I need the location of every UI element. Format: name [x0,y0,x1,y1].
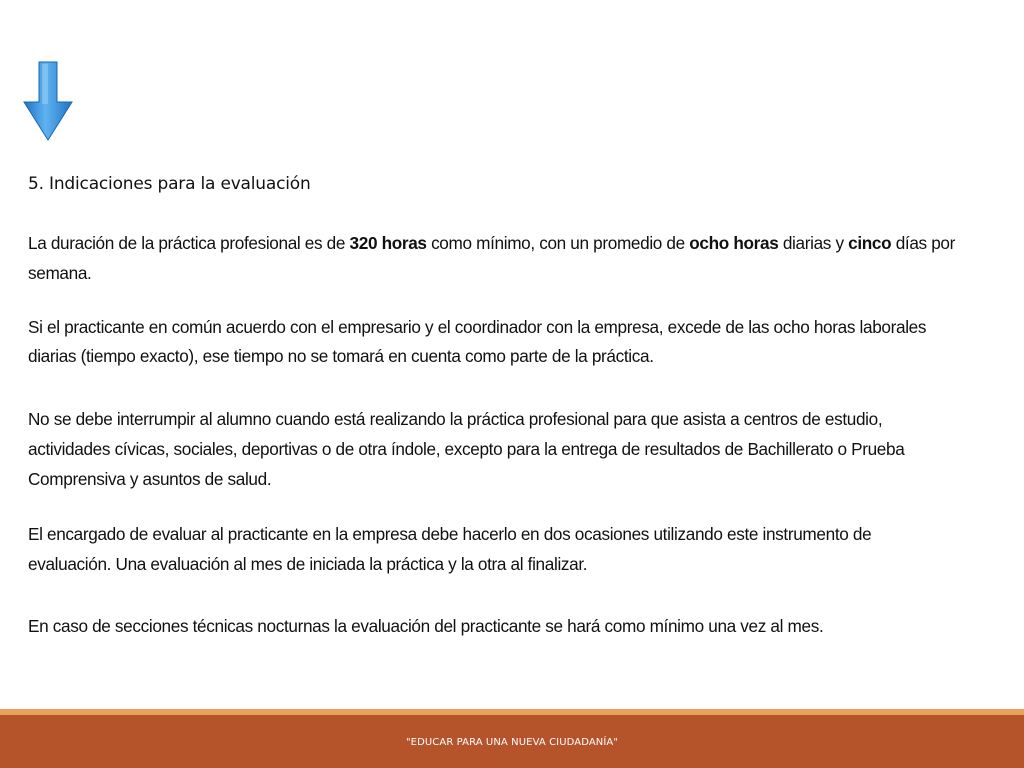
p1-bold-days: cinco [848,233,892,253]
p1-bold-hours: 320 horas [349,233,427,253]
p1-text-c: como mínimo, con un promedio de [426,233,690,253]
paragraph-night-sections: En caso de secciones técnicas nocturnas la evaluación del practicante se hará como mínimo una vez al mes. [28,616,824,636]
title-text: Indicaciones para la evaluación [49,174,311,194]
paragraph-interruptions: No se debe interrumpir al alumno cuando está realizando la práctica profesional para que asista a centros de estudio, actividades cívicas, sociales, deportivas o de otra índole, excepto para la entrega de resultados de Bachillerato o Prueba Comprensiva y asuntos de salud. [28,409,905,489]
paragraph-evaluator: El encargado de evaluar al practicante en la empresa debe hacerlo en dos ocasiones utilizando este instrumento de evaluación. Una evaluación al mes de iniciada la práctica y la otra al finalizar. [28,524,872,574]
paragraph-duration [28,228,958,288]
title-number: 5. [28,174,44,194]
p1-text-e: diarias y [778,233,849,253]
down-arrow-icon [22,60,74,144]
p1-bold-daily: ocho horas [689,233,779,253]
paragraph-overtime: Si el practicante en común acuerdo con el empresario y el coordinador con la empresa, excede de las ocho horas laborales diarias (tiempo exacto), ese tiempo no se tomará en cuenta como parte de la práctica. [28,317,927,366]
slide-title [28,174,311,194]
p1-text-a: La duración de la práctica profesional es de [28,233,350,253]
footer-text: "EDUCAR PARA UNA NUEVA CIUDADANÍA" [405,737,619,748]
p1-text-g: días por semana. [28,233,956,283]
